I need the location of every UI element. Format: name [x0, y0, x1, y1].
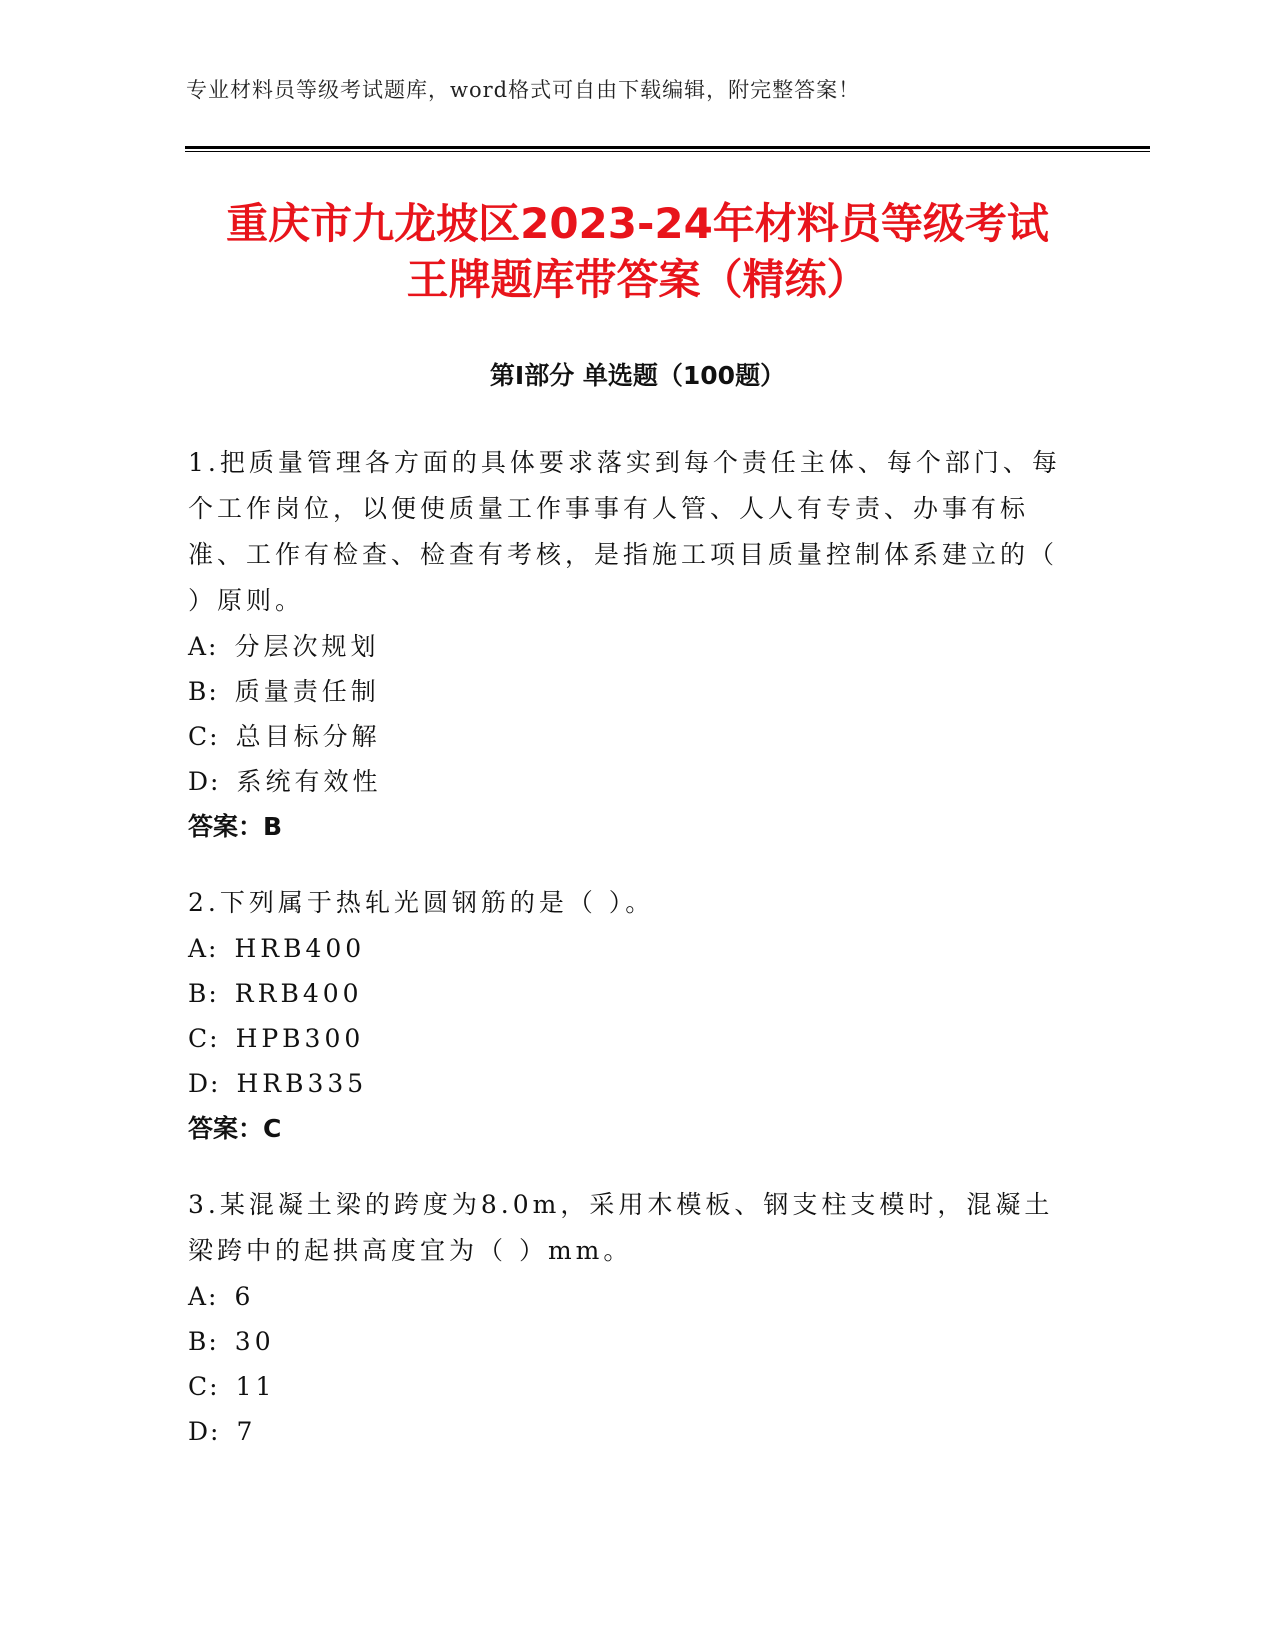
document-title-line2: 王牌题库带答案（精练） — [406, 255, 869, 304]
answer-line: 答案：C — [188, 1114, 282, 1143]
question-stem: 3.某混凝土梁的跨度为8.0m，采用木模板、钢支柱支模时，混凝土梁跨中的起拱高度宜为（ ）mm。 — [188, 1190, 1054, 1265]
option-a — [188, 624, 1068, 669]
option-text: 30 — [234, 1327, 275, 1356]
option-b — [188, 669, 1068, 714]
header-rule-thin — [185, 151, 1150, 152]
option-key: C: — [188, 1372, 220, 1401]
document-title-line1: 重庆市九龙坡区2023-24年材料员等级考试 — [226, 199, 1049, 248]
option-text: 11 — [235, 1372, 276, 1401]
option-b — [188, 1319, 1068, 1364]
question-item — [188, 1182, 1068, 1454]
header-note: 专业材料员等级考试题库，word格式可自由下载编辑，附完整答案！ — [186, 78, 861, 102]
option-text: RRB400 — [234, 979, 363, 1008]
question-item — [188, 880, 1068, 1152]
option-a — [188, 926, 1068, 971]
option-key: D: — [188, 767, 221, 796]
option-b — [188, 971, 1068, 1016]
option-text: 总目标分解 — [235, 722, 381, 751]
option-text: 分层次规划 — [234, 632, 380, 661]
option-c — [188, 714, 1068, 759]
option-key: A: — [188, 632, 219, 661]
question-list — [188, 440, 1068, 1484]
option-a — [188, 1274, 1068, 1319]
option-text: HPB300 — [235, 1024, 365, 1053]
question-stem: 1.把质量管理各方面的具体要求落实到每个责任主体、每个部门、每个工作岗位，以便使质量工作事事有人管、人人有专责、办事有标准、工作有检查、检查有考核，是指施工项目质量控制体系建立的（ ）原则。 — [188, 448, 1061, 615]
option-text: HRB400 — [234, 934, 366, 963]
option-key: C: — [188, 1024, 220, 1053]
option-key: A: — [188, 1282, 219, 1311]
option-d — [188, 1061, 1068, 1106]
header-rule-thick — [185, 146, 1150, 149]
option-text: 7 — [236, 1417, 257, 1446]
question-item — [188, 440, 1068, 850]
option-key: D: — [188, 1417, 221, 1446]
option-text: 6 — [234, 1282, 255, 1311]
option-c — [188, 1016, 1068, 1061]
document-title — [150, 196, 1125, 308]
option-key: B: — [188, 979, 219, 1008]
option-text: 质量责任制 — [234, 677, 380, 706]
option-text: HRB335 — [236, 1069, 368, 1098]
option-c — [188, 1364, 1068, 1409]
option-key: C: — [188, 722, 220, 751]
option-key: B: — [188, 677, 219, 706]
option-d — [188, 1409, 1068, 1454]
question-stem: 2.下列属于热轧光圆钢筋的是（ ）。 — [188, 888, 655, 917]
option-d — [188, 759, 1068, 804]
option-key: D: — [188, 1069, 221, 1098]
option-key: A: — [188, 934, 219, 963]
option-text: 系统有效性 — [236, 767, 382, 796]
section-title: 第Ⅰ部分 单选题（100题） — [489, 361, 786, 390]
answer-line: 答案：B — [188, 812, 283, 841]
option-key: B: — [188, 1327, 219, 1356]
